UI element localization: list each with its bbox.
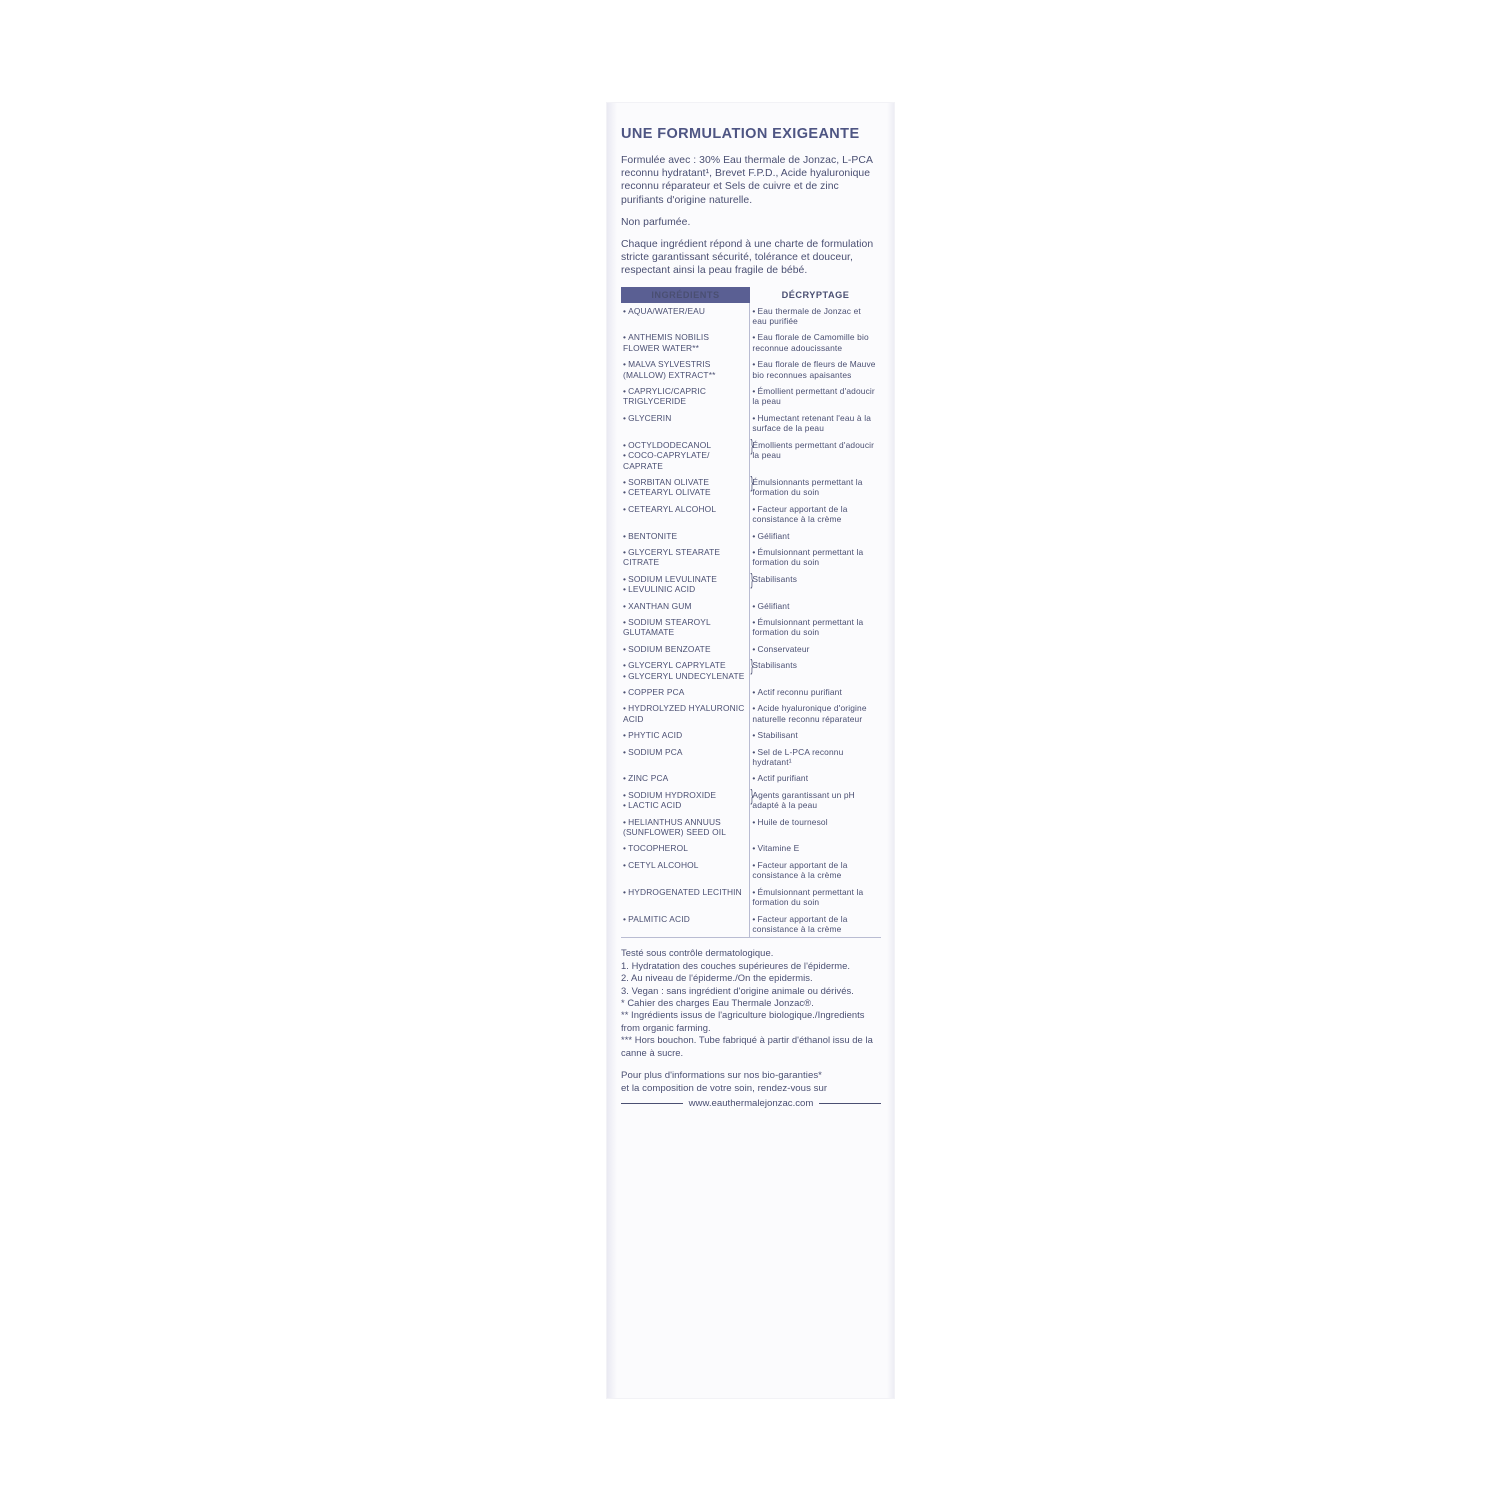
bullet-icon: • bbox=[623, 670, 627, 681]
bullet-icon: • bbox=[623, 305, 627, 316]
table-row bbox=[621, 437, 881, 474]
ingredient-name: • HELIANTHUS ANNUUS (SUNFLOWER) SEED OIL bbox=[623, 816, 727, 838]
bullet-icon: • bbox=[752, 386, 756, 397]
decryptage-cell: Émulsionnants permettant la formation du soin bbox=[752, 476, 863, 498]
intro-paragraph-2: Non parfumée. bbox=[621, 216, 691, 228]
decryptage-cell: • Conservateur bbox=[752, 643, 810, 654]
decryptage-cell: • Eau thermale de Jonzac et eau purifiée bbox=[752, 305, 861, 327]
decryptage-cell: • Émulsionnant permettant la formation du soin bbox=[752, 546, 864, 568]
ingredient-cell bbox=[621, 814, 750, 841]
table-row bbox=[621, 410, 881, 437]
page-title: UNE FORMULATION EXIGEANTE bbox=[621, 126, 860, 142]
decryptage-cell: Stabilisants bbox=[752, 573, 798, 584]
ingredient-name: • PALMITIC ACID bbox=[623, 913, 690, 924]
decryptage-cell: • Émulsionnant permettant la formation du soin bbox=[752, 616, 864, 638]
table-row bbox=[621, 744, 881, 771]
ingredients-table bbox=[621, 287, 881, 938]
table-row bbox=[621, 544, 881, 571]
ingredient-cell bbox=[621, 356, 750, 383]
ingredient-cell bbox=[621, 744, 750, 771]
bullet-icon: • bbox=[752, 600, 756, 611]
decryptage-cell: • Facteur apportant de la consistance à la crème bbox=[752, 859, 848, 881]
bullet-icon: • bbox=[623, 660, 627, 671]
bullet-icon: • bbox=[752, 746, 756, 757]
ingredient-name: • XANTHAN GUM bbox=[623, 600, 692, 611]
table-row bbox=[621, 787, 881, 814]
bullet-icon: • bbox=[752, 305, 756, 316]
ingredient-cell bbox=[621, 884, 750, 911]
decryptage-cell: • Actif reconnu purifiant bbox=[752, 687, 842, 697]
bullet-icon: • bbox=[752, 816, 756, 827]
bullet-icon: • bbox=[752, 773, 756, 784]
table-row bbox=[621, 383, 881, 410]
bullet-icon: • bbox=[623, 530, 627, 541]
bullet-icon: • bbox=[623, 450, 627, 461]
bullet-icon: • bbox=[752, 730, 756, 741]
decryptage-cell: • Humectant retenant l'eau à la surface de la peau bbox=[752, 412, 872, 434]
decryptage-cell: • Huile de tournesol bbox=[752, 816, 828, 827]
decryptage-cell: • Acide hyaluronique d'origine naturelle reconnu réparateur bbox=[752, 703, 867, 724]
bullet-icon: • bbox=[752, 687, 756, 697]
brace-icon: } bbox=[750, 435, 753, 455]
table-row bbox=[621, 501, 881, 528]
bullet-icon: • bbox=[623, 773, 627, 784]
table-row bbox=[621, 474, 881, 501]
table-row bbox=[621, 528, 881, 544]
ingredient-cell bbox=[621, 329, 750, 356]
table-row bbox=[621, 727, 881, 743]
decryptage-cell: • Stabilisant bbox=[752, 730, 798, 741]
bullet-icon: • bbox=[752, 703, 756, 714]
table-row bbox=[621, 303, 881, 330]
bullet-icon: • bbox=[752, 643, 756, 654]
ingredient-name: • BENTONITE bbox=[623, 530, 678, 541]
bullet-icon: • bbox=[752, 503, 756, 514]
bullet-icon: • bbox=[623, 687, 627, 697]
bullet-icon: • bbox=[623, 573, 627, 584]
footnotes: Testé sous contrôle dermatologique. 1. Hydratation des couches supérieures de l'épiderme. 2. Au niveau de l'épiderme./On the epidermis. 3. Vegan : sans ingrédient d'origine animale ou dérivés. * Cahier des charges Eau Thermale Jonzac®. ** Ingrédients issus de l'agriculture biologique./Ingredients from organic farming. *** Hors bouchon. Tube fabriqué à partir d'éthanol issu de la canne à sucre. bbox=[621, 947, 873, 1058]
ingredient-name: • CAPRYLIC/CAPRIC TRIGLYCERIDE bbox=[623, 386, 707, 407]
ingredient-name: • GLYCERYL STEARATE CITRATE bbox=[623, 546, 721, 568]
bullet-icon: • bbox=[623, 789, 627, 800]
bullet-icon: • bbox=[623, 476, 627, 487]
ingredient-name: • PHYTIC ACID bbox=[623, 730, 683, 741]
panel-content bbox=[621, 103, 881, 1398]
ingredient-name: • CETYL ALCOHOL bbox=[623, 859, 699, 870]
bullet-icon: • bbox=[623, 487, 627, 498]
bullet-icon: • bbox=[752, 359, 756, 370]
ingredient-name: • SORBITAN OLIVATE bbox=[623, 476, 710, 487]
rule-right bbox=[819, 1103, 881, 1104]
ingredient-name: • COCO-CAPRYLATE/ CAPRATE bbox=[623, 450, 710, 471]
bullet-icon: • bbox=[623, 584, 627, 595]
ingredient-cell bbox=[621, 785, 753, 814]
table-row bbox=[621, 884, 881, 911]
ingredients-table-head bbox=[621, 287, 881, 303]
ingredient-cell bbox=[621, 700, 750, 727]
table-row bbox=[621, 329, 881, 356]
ingredient-name: • HYDROGENATED LECITHIN bbox=[623, 886, 742, 897]
decryptage-cell: • Vitamine E bbox=[752, 843, 800, 854]
ingredient-name: • LEVULINIC ACID bbox=[623, 584, 696, 595]
website-url[interactable]: www.eauthermalejonzac.com bbox=[688, 1098, 814, 1110]
column-header-decryptage: DÉCRYPTAGE bbox=[781, 289, 850, 300]
decryptage-cell: • Facteur apportant de la consistance à la crème bbox=[752, 503, 848, 525]
ingredient-cell bbox=[621, 857, 750, 884]
ingredient-cell bbox=[621, 840, 750, 856]
ingredient-name: • LACTIC ACID bbox=[623, 800, 682, 811]
table-row bbox=[621, 657, 881, 684]
ingredient-name: • ZINC PCA bbox=[623, 773, 669, 784]
ingredient-name: • ANTHEMIS NOBILIS FLOWER WATER** bbox=[623, 332, 710, 353]
bullet-icon: • bbox=[623, 703, 627, 714]
bullet-icon: • bbox=[623, 546, 627, 557]
bullet-icon: • bbox=[623, 886, 627, 897]
intro-paragraph-3: Chaque ingrédient répond à une charte de formulation stricte garantissant sécurité, tolérance et douceur, respectant ainsi la peau fragile de bébé. bbox=[621, 239, 874, 277]
decryptage-cell: • Gélifiant bbox=[752, 530, 790, 541]
product-package-panel bbox=[607, 103, 894, 1398]
ingredient-cell bbox=[621, 435, 753, 474]
bullet-icon: • bbox=[623, 843, 627, 854]
decryptage-cell: Agents garantissant un pH adapté à la peau bbox=[752, 789, 855, 811]
bullet-icon: • bbox=[623, 386, 627, 397]
bullet-icon: • bbox=[623, 359, 627, 370]
website-row bbox=[621, 1098, 881, 1109]
ingredient-cell bbox=[621, 303, 750, 330]
bullet-icon: • bbox=[623, 412, 627, 423]
brace-icon: } bbox=[750, 472, 753, 492]
bullet-icon: • bbox=[623, 913, 627, 924]
ingredient-name: • CETEARYL ALCOHOL bbox=[623, 503, 717, 514]
intro-paragraph-1: Formulée avec : 30% Eau thermale de Jonzac, L-PCA reconnu hydratant¹, Brevet F.P.D., Acide hyaluronique reconnu réparateur et Sels de cuivre et de zinc purifiants d'origine naturelle. bbox=[621, 155, 873, 206]
brace-icon: } bbox=[750, 656, 753, 676]
ingredient-cell bbox=[621, 656, 753, 684]
ingredient-name: • SODIUM LEVULINATE bbox=[623, 573, 718, 584]
bullet-icon: • bbox=[623, 859, 627, 870]
brace-icon: } bbox=[750, 569, 753, 589]
ingredient-name: • SODIUM BENZOATE bbox=[623, 643, 711, 654]
bullet-icon: • bbox=[752, 412, 756, 423]
ingredient-cell bbox=[621, 727, 750, 743]
table-row bbox=[621, 356, 881, 383]
bullet-icon: • bbox=[752, 530, 756, 541]
ingredient-cell bbox=[621, 528, 750, 544]
ingredient-cell bbox=[621, 770, 750, 786]
outro-text: Pour plus d'informations sur nos bio-garanties* et la composition de votre soin, rendez-vous sur bbox=[621, 1069, 828, 1094]
brace-icon: } bbox=[750, 785, 753, 805]
bullet-icon: • bbox=[623, 800, 627, 811]
table-row bbox=[621, 857, 881, 884]
ingredient-cell bbox=[621, 569, 753, 598]
ingredient-name: • GLYCERYL CAPRYLATE bbox=[623, 660, 726, 671]
decryptage-cell: • Émollient permettant d'adoucir la peau bbox=[752, 386, 875, 407]
bullet-icon: • bbox=[752, 859, 756, 870]
bullet-icon: • bbox=[623, 503, 627, 514]
ingredient-name: • AQUA/WATER/EAU bbox=[623, 305, 706, 316]
bullet-icon: • bbox=[623, 816, 627, 827]
table-row bbox=[621, 700, 881, 727]
ingredient-cell bbox=[621, 410, 750, 437]
ingredient-cell bbox=[621, 598, 750, 614]
ingredient-name: • SODIUM HYDROXIDE bbox=[623, 789, 717, 800]
table-row bbox=[621, 840, 881, 856]
ingredient-name: • CETEARYL OLIVATE bbox=[623, 487, 711, 498]
ingredient-name: • GLYCERIN bbox=[623, 412, 672, 423]
decryptage-cell: • Facteur apportant de la consistance à la crème bbox=[752, 913, 848, 934]
decryptage-cell: • Eau florale de fleurs de Mauve bio reconnues apaisantes bbox=[752, 359, 876, 380]
table-row bbox=[621, 641, 881, 657]
ingredient-name: • TOCOPHEROL bbox=[623, 843, 689, 854]
ingredient-name: • COPPER PCA bbox=[623, 687, 685, 697]
table-row bbox=[621, 911, 881, 938]
ingredient-name: • MALVA SYLVESTRIS (MALLOW) EXTRACT** bbox=[623, 359, 716, 380]
bullet-icon: • bbox=[752, 332, 756, 343]
ingredient-cell bbox=[621, 911, 750, 938]
bullet-icon: • bbox=[623, 616, 627, 627]
table-header-row bbox=[621, 287, 881, 303]
column-header-ingredients: INGRÉDIENTS bbox=[621, 287, 750, 303]
ingredient-name: • OCTYLDODECANOL bbox=[623, 439, 712, 450]
bullet-icon: • bbox=[623, 643, 627, 654]
bullet-icon: • bbox=[623, 600, 627, 611]
ingredients-table-body bbox=[621, 303, 881, 938]
decryptage-cell: • Émulsionnant permettant la formation du soin bbox=[752, 886, 864, 908]
bullet-icon: • bbox=[623, 746, 627, 757]
bullet-icon: • bbox=[752, 546, 756, 557]
rule-left bbox=[621, 1103, 683, 1104]
ingredient-cell bbox=[621, 684, 750, 700]
ingredient-name: • SODIUM PCA bbox=[623, 746, 683, 757]
bullet-icon: • bbox=[752, 616, 756, 627]
table-row bbox=[621, 684, 881, 700]
ingredient-cell bbox=[621, 544, 750, 571]
ingredient-cell bbox=[621, 383, 750, 410]
decryptage-cell: • Eau florale de Camomille bio reconnue adoucissante bbox=[752, 332, 869, 353]
ingredient-name: • SODIUM STEAROYL GLUTAMATE bbox=[623, 616, 711, 638]
bullet-icon: • bbox=[623, 439, 627, 450]
bullet-icon: • bbox=[752, 913, 756, 924]
decryptage-cell: Stabilisants bbox=[752, 660, 798, 671]
ingredient-name: • HYDROLYZED HYALURONIC ACID bbox=[623, 703, 745, 724]
decryptage-cell: • Gélifiant bbox=[752, 600, 790, 611]
table-bottom-divider bbox=[621, 937, 881, 938]
bullet-icon: • bbox=[752, 886, 756, 897]
decryptage-cell: • Sel de L-PCA reconnu hydratant¹ bbox=[752, 746, 844, 768]
ingredient-cell bbox=[621, 641, 750, 657]
table-row bbox=[621, 770, 881, 786]
table-row bbox=[621, 814, 881, 841]
bullet-icon: • bbox=[623, 730, 627, 741]
ingredient-cell bbox=[621, 614, 750, 641]
table-row bbox=[621, 614, 881, 641]
bullet-icon: • bbox=[623, 332, 627, 343]
table-row bbox=[621, 598, 881, 614]
table-row bbox=[621, 571, 881, 598]
decryptage-cell: • Actif purifiant bbox=[752, 773, 809, 784]
ingredient-name: • GLYCERYL UNDECYLENATE bbox=[623, 670, 745, 681]
bullet-icon: • bbox=[752, 843, 756, 854]
ingredient-cell bbox=[621, 472, 753, 501]
decryptage-cell: Émollients permettant d'adoucir la peau bbox=[752, 439, 875, 461]
ingredient-cell bbox=[621, 501, 750, 528]
